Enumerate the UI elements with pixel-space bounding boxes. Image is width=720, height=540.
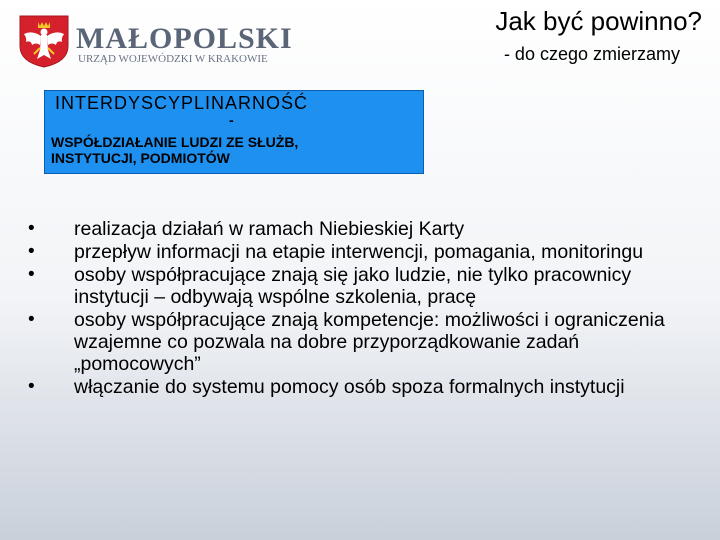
box-text-line-2: INSTYTUCJI, PODMIOTÓW (51, 150, 230, 166)
list-item: • włączanie do systemu pomocy osób spoza formalnych instytucji (28, 376, 708, 398)
bullet-list (28, 218, 708, 399)
page-title: Jak być powinno? (495, 6, 702, 36)
box-heading: INTERDYSCYPLINARNOŚĆ (55, 93, 309, 113)
list-item: • realizacja działań w ramach Niebieskiej Karty (28, 218, 708, 240)
box-text-line-1: WSPÓŁDZIAŁANIE LUDZI ZE SŁUŻB, (51, 134, 299, 150)
highlight-box (44, 90, 424, 174)
page-subtitle: - do czego zmierzamy (503, 44, 680, 64)
list-item: • przepływ informacji na etapie interwencji, pomagania, monitoringu (28, 241, 708, 263)
box-dash: - (229, 112, 234, 128)
logo-title: MAŁOPOLSKI (76, 22, 293, 55)
list-item: • osoby współpracujące znają się jako ludzie, nie tylko pracownicy instytucji – odbywają wspólne szkolenia, pracę (28, 264, 708, 308)
logo-subtitle: URZĄD WOJEWÓDZKI W KRAKOWIE (78, 53, 268, 65)
list-item: • osoby współpracujące znają kompetencje: możliwości i ograniczenia wzajemne co pozwala na dobre przyporządkowanie zadań „pomocowych” (28, 309, 708, 375)
white-eagle-crest-icon (18, 14, 70, 68)
logo (18, 14, 308, 70)
